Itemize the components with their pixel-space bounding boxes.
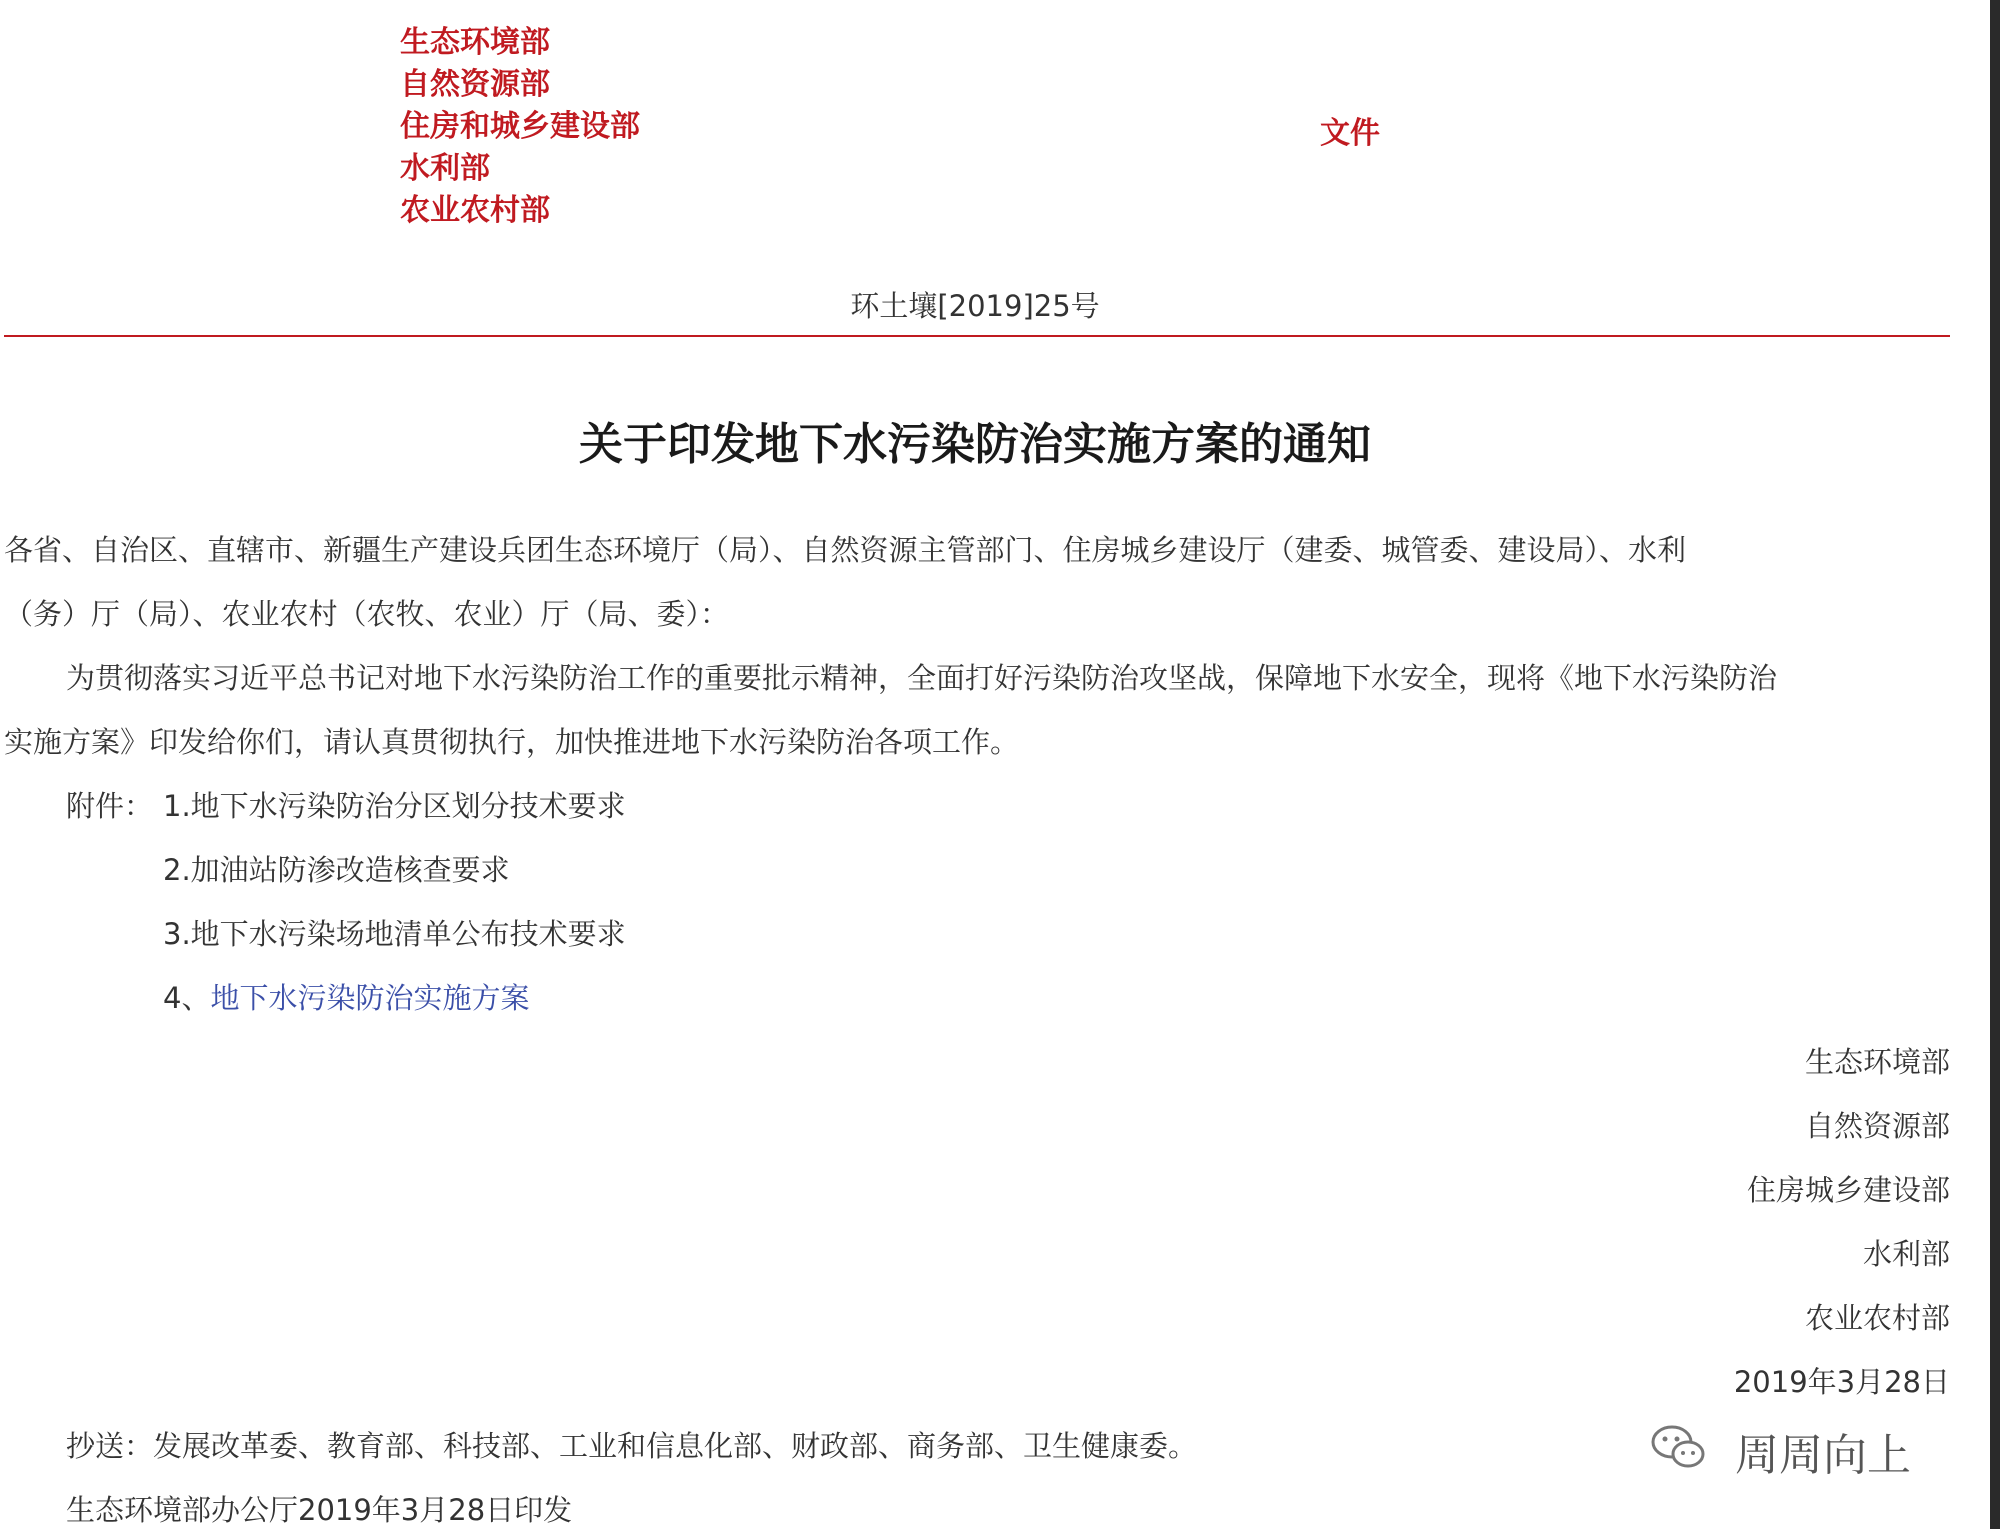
- paragraph-line-2: 实施方案》印发给你们，请认真贯彻执行，加快推进地下水污染防治各项工作。: [4, 725, 1020, 759]
- header-agency-4: 水利部: [400, 151, 490, 186]
- addressee-line-2: （务）厅（局）、农业农村（农牧、农业）厅（局、委）：: [4, 597, 730, 631]
- cc-line: 抄送：发展改革委、教育部、科技部、工业和信息化部、财政部、商务部、卫生健康委。: [66, 1429, 1198, 1463]
- red-divider: [4, 335, 1950, 337]
- signature-4: 水利部: [1862, 1237, 1950, 1271]
- doc-number: 环土壤[2019]25号: [850, 289, 1100, 323]
- header-agency-1: 生态环境部: [400, 25, 550, 60]
- signature-2: 自然资源部: [1804, 1109, 1950, 1143]
- attachment-4-link[interactable]: 地下水污染防治实施方案: [210, 981, 530, 1015]
- attachments-label: 附件：: [66, 789, 154, 823]
- attachment-4: [163, 976, 529, 1017]
- doc-type-label: 文件: [1320, 116, 1380, 151]
- header-agency-2: 自然资源部: [400, 67, 550, 102]
- document-title: 关于印发地下水污染防治实施方案的通知: [579, 419, 1371, 470]
- attachment-2: 2.加油站防渗改造核查要求: [163, 853, 510, 887]
- attachment-3: 3.地下水污染场地清单公布技术要求: [163, 917, 626, 951]
- header-agency-3: 住房和城乡建设部: [400, 109, 640, 144]
- attachment-4-number: 4、: [163, 981, 211, 1015]
- printed-line: 生态环境部办公厅2019年3月28日印发: [66, 1493, 573, 1527]
- attachment-1: 1.地下水污染防治分区划分技术要求: [163, 789, 626, 823]
- signature-5: 农业农村部: [1804, 1301, 1950, 1335]
- paragraph-line-1: 为贯彻落实习近平总书记对地下水污染防治工作的重要批示精神，全面打好污染防治攻坚战，保障地下水安全，现将《地下水污染防治: [66, 661, 1778, 695]
- wechat-icon: [1648, 1420, 1708, 1474]
- addressee-line-1: 各省、自治区、直辖市、新疆生产建设兵团生态环境厅（局）、自然资源主管部门、住房城乡建设厅（建委、城管委、建设局）、水利: [4, 533, 1687, 567]
- signature-1: 生态环境部: [1804, 1045, 1950, 1079]
- header-agency-5: 农业农村部: [400, 193, 550, 228]
- issue-date: 2019年3月28日: [1733, 1365, 1950, 1399]
- signature-3: 住房城乡建设部: [1746, 1173, 1950, 1207]
- watermark-label: 周周向上: [1735, 1430, 1911, 1481]
- right-edge-border: [1990, 0, 2000, 1529]
